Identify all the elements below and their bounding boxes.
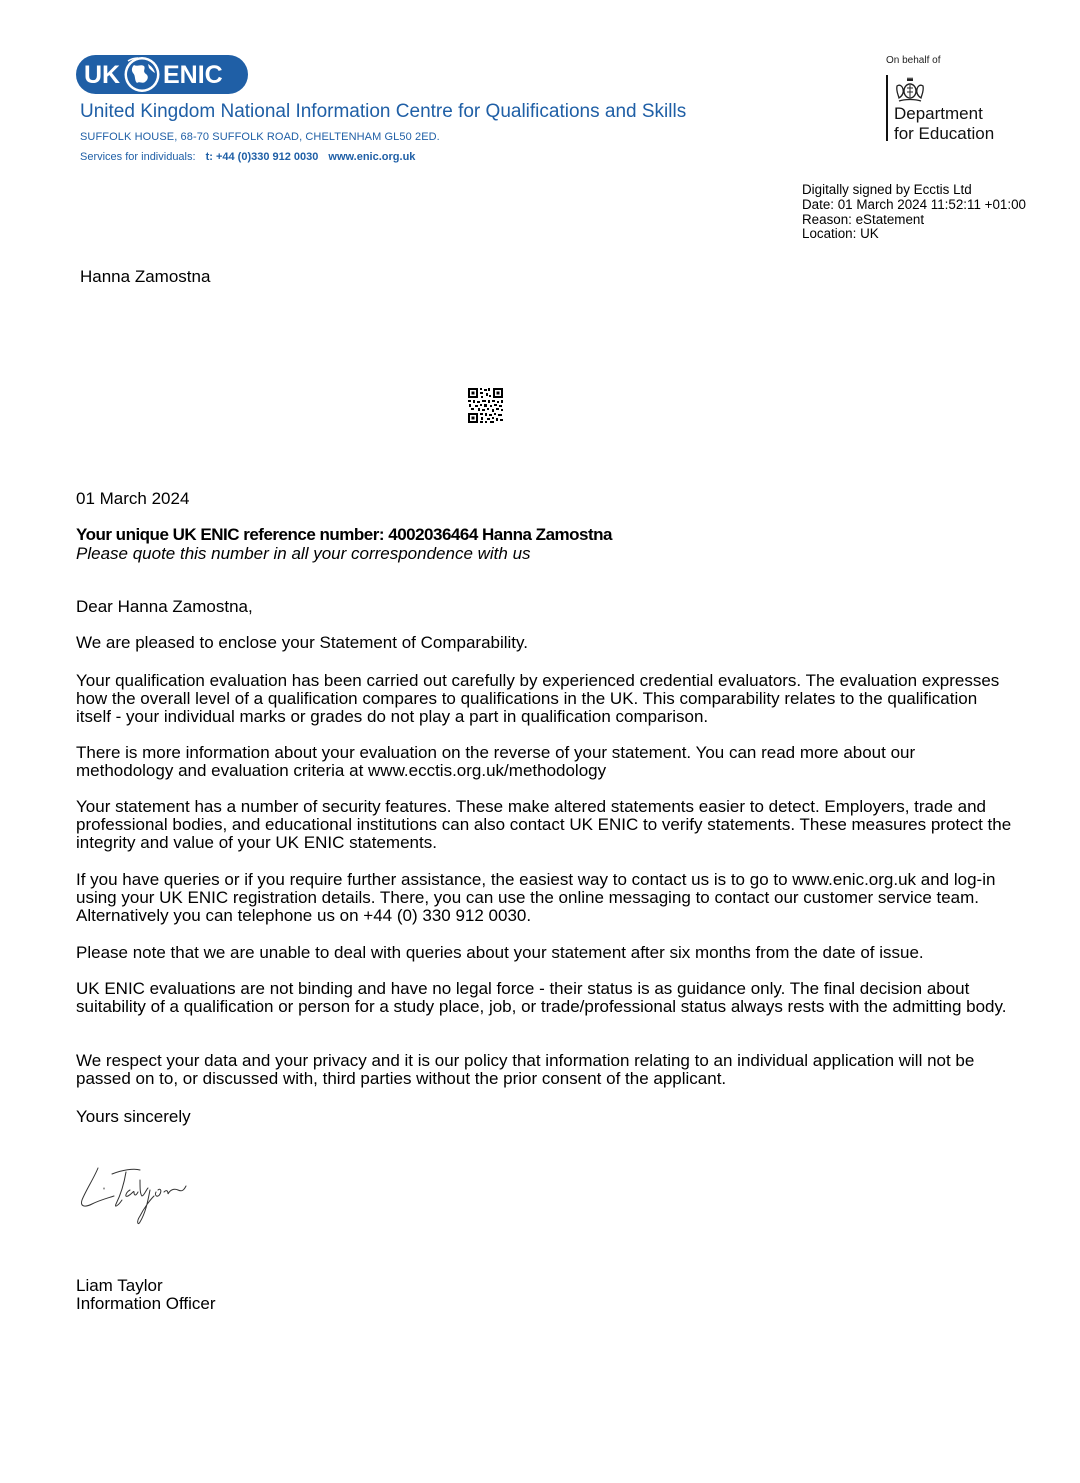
organization-contact	[80, 151, 415, 163]
uk-enic-logo	[76, 55, 248, 94]
royal-crest-icon	[893, 76, 927, 104]
handwritten-signature	[74, 1160, 196, 1230]
signer-title: Information Officer	[76, 1294, 216, 1313]
dfe-divider	[886, 75, 888, 141]
dfe-line-2: for Education	[894, 124, 995, 143]
signer-block	[76, 1277, 216, 1313]
logo-text-right: ENIC	[163, 61, 223, 89]
on-behalf-of-label: On behalf of	[886, 55, 941, 66]
signed-location: Location: UK	[802, 226, 879, 242]
organization-address: SUFFOLK HOUSE, 68-70 SUFFOLK ROAD, CHELTENHAM GL50 2ED.	[80, 131, 440, 143]
organization-name: United Kingdom National Information Centre for Qualifications and Skills	[80, 101, 687, 122]
uk-enic-logo-graphic	[76, 55, 248, 94]
paragraph: There is more information about your evaluation on the reverse of your statement. You can read more about our methodology and evaluation criteria at www.ecctis.org.uk/methodology	[76, 743, 916, 780]
salutation: Dear Hanna Zamostna,	[76, 597, 253, 616]
signed-date: Date: 01 March 2024 11:52:11 +01:00	[802, 196, 1026, 212]
letter-date: 01 March 2024	[76, 489, 190, 508]
signed-by: Digitally signed by Ecctis Ltd	[802, 182, 972, 197]
contact-website: www.enic.org.uk	[328, 151, 416, 163]
closing: Yours sincerely	[76, 1107, 191, 1126]
digital-signature-info	[802, 183, 1026, 242]
paragraph: We are pleased to enclose your Statement of Comparability.	[76, 633, 528, 652]
paragraph: We respect your data and your privacy and it is our policy that information relating to an individual application will not be passed on to, or discussed with, third parties without the prior consent of the applicant.	[76, 1051, 975, 1088]
qr-code-icon	[467, 387, 504, 424]
logo-text-left: UK	[84, 61, 121, 89]
paragraph: Your statement has a number of security features. These make altered statements easier to detect. Employers, trade and professional bodies, and educational institutions can also contact UK ENIC to verify statements. These measures protect the integrity and value of your UK ENIC statements.	[76, 797, 1012, 852]
paragraph: If you have queries or if you require further assistance, the easiest way to contact us is to go to www.enic.org.uk and log-in using your UK ENIC registration details. There, you can use the online messaging to contact our customer service team. Alternatively you can telephone us on +44 (0) 330 912 0030.	[76, 870, 996, 925]
reference-number: Your unique UK ENIC reference number: 4002036464 Hanna Zamostna	[76, 525, 612, 544]
contact-phone: t: +44 (0)330 912 0030	[205, 151, 319, 163]
signer-name: Liam Taylor	[76, 1276, 163, 1295]
dfe-line-1: Department	[894, 104, 983, 123]
quote-note: Please quote this number in all your correspondence with us	[76, 544, 531, 563]
paragraph: Please note that we are unable to deal with queries about your statement after six months from the date of issue.	[76, 943, 924, 962]
signed-reason: Reason: eStatement	[802, 211, 925, 227]
contact-label: Services for individuals:	[80, 151, 196, 163]
department-for-education-wordmark	[894, 104, 994, 144]
paragraph: UK ENIC evaluations are not binding and have no legal force - their status is as guidance only. The final decision about suitability of a qualification or person for a study place, job, or trade/professional status always rests with the admitting body.	[76, 979, 1007, 1016]
recipient-name: Hanna Zamostna	[80, 267, 211, 286]
paragraph: Your qualification evaluation has been carried out carefully by experienced credential evaluators. The evaluation expresses how the overall level of a qualification compares to qualifications in the UK. This comparability relates to the qualification itself - your individual marks or grades do not play a part in qualification comparison.	[76, 671, 1000, 726]
